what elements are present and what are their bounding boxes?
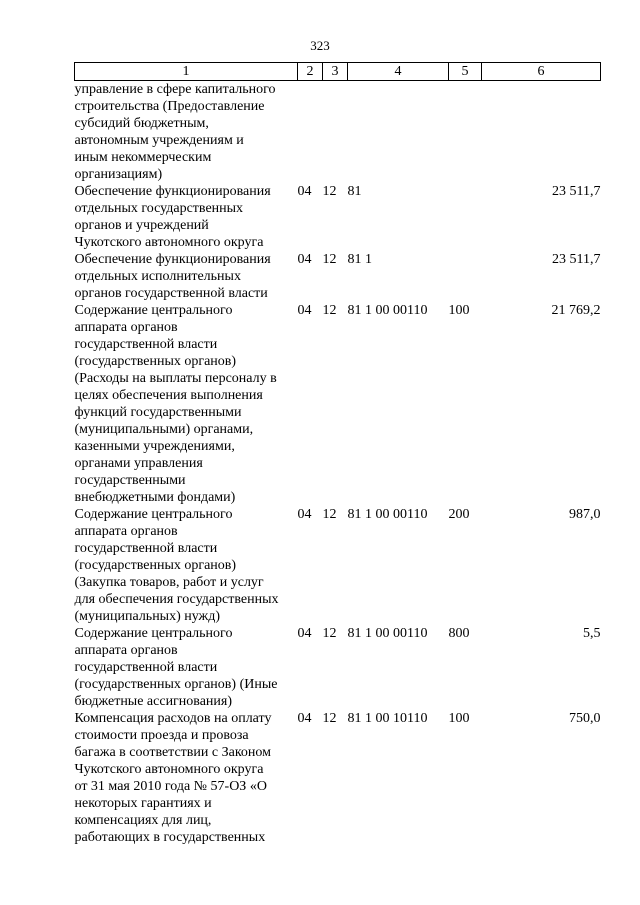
subsection-code-cell: 12 (322, 184, 337, 199)
section-code-cell: 04 (297, 507, 312, 522)
item-name-line: (Расходы на выплаты персоналу в (74, 371, 277, 386)
subsection-code-cell: 12 (322, 252, 337, 267)
item-name-line: целях обеспечения выполнения (74, 388, 263, 403)
item-name-line: государственной власти (74, 337, 218, 352)
table-row (75, 183, 601, 251)
item-name-line: компенсациях для лиц, (74, 813, 212, 828)
item-name-cell (75, 302, 298, 506)
item-name-line: Обеспечение функционирования (74, 252, 271, 267)
column-header-2: 2 (298, 63, 323, 81)
section-code-cell: 04 (297, 252, 312, 267)
item-name-line: (Закупка товаров, работ и услуг (74, 575, 264, 590)
subsection-code-cell: 12 (322, 626, 337, 641)
item-name-line: для обеспечения государственных (74, 592, 279, 607)
item-name-line: функций государственными (74, 405, 242, 420)
subsection-code-cell: 12 (322, 303, 337, 318)
item-name-line: аппарата органов (74, 524, 178, 539)
target-article-cell: 81 1 00 00110 (347, 507, 428, 522)
header-row (75, 63, 601, 81)
item-name-line: государственной власти (74, 660, 218, 675)
table-row (75, 81, 601, 184)
amount-cell (482, 81, 601, 184)
item-name-line: (муниципальных) нужд) (74, 609, 221, 624)
amount-cell: 23 511,7 (552, 252, 601, 267)
item-name-line: некоторых гарантиях и (74, 796, 212, 811)
item-name-cell (75, 506, 298, 625)
item-name-line: отдельных государственных (74, 201, 244, 216)
item-name-line: (государственных органов) (74, 354, 237, 369)
item-name-cell (75, 81, 298, 184)
item-name-line: (государственных органов) (Иные (74, 677, 278, 692)
table-row (75, 625, 601, 710)
column-header-6: 6 (482, 63, 601, 81)
subsection-code-cell (323, 81, 348, 184)
table-row (75, 251, 601, 302)
expense-type-cell: 200 (448, 507, 470, 522)
expense-type-cell (449, 81, 482, 184)
target-article-cell: 81 (347, 184, 362, 199)
column-header-5: 5 (449, 63, 482, 81)
amount-cell: 23 511,7 (552, 184, 601, 199)
page-number: 323 (310, 38, 330, 53)
amount-cell: 750,0 (569, 711, 601, 726)
amount-cell: 5,5 (583, 626, 601, 641)
item-name-line: работающих в государственных (74, 830, 266, 845)
column-header-3: 3 (323, 63, 348, 81)
amount-cell: 21 769,2 (551, 303, 601, 318)
expense-type-cell (449, 251, 482, 302)
item-name-cell (75, 183, 298, 251)
column-header-1: 1 (75, 63, 298, 81)
item-name-line: государственной власти (74, 541, 218, 556)
item-name-line: (государственных органов) (74, 558, 237, 573)
item-name-line: стоимости проезда и провоза (74, 728, 249, 743)
budget-table (74, 62, 601, 846)
item-name-line: управление в сфере капитального (74, 82, 276, 97)
target-article-cell: 81 1 (347, 252, 372, 267)
item-name-cell (75, 625, 298, 710)
item-name-line: субсидий бюджетным, (74, 116, 209, 131)
target-article-cell: 81 1 00 10110 (347, 711, 428, 726)
item-name-line: аппарата органов (74, 643, 178, 658)
item-name-line: Обеспечение функционирования (74, 184, 271, 199)
expense-type-cell: 100 (448, 711, 470, 726)
table-body (75, 81, 601, 847)
item-name-line: Компенсация расходов на оплату (74, 711, 272, 726)
section-code-cell: 04 (297, 303, 312, 318)
item-name-line: Содержание центрального (74, 626, 233, 641)
section-code-cell: 04 (297, 626, 312, 641)
expense-type-cell (449, 183, 482, 251)
item-name-line: бюджетные ассигнования) (74, 694, 233, 709)
item-name-line: Чукотского автономного округа (74, 762, 264, 777)
item-name-line: организациям) (74, 167, 163, 182)
item-name-line: багажа в соответствии с Законом (74, 745, 272, 760)
target-article-cell (348, 81, 449, 184)
expense-type-cell: 800 (448, 626, 470, 641)
expense-type-cell: 100 (448, 303, 470, 318)
item-name-line: казенными учреждениями, (74, 439, 235, 454)
item-name-line: иным некоммерческим (74, 150, 212, 165)
table-row (75, 506, 601, 625)
item-name-line: Чукотского автономного округа (74, 235, 264, 250)
item-name-line: органов государственной власти (74, 286, 268, 301)
section-code-cell: 04 (297, 711, 312, 726)
amount-cell: 987,0 (569, 507, 601, 522)
item-name-line: от 31 мая 2010 года № 57-ОЗ «О (74, 779, 267, 794)
column-header-4: 4 (348, 63, 449, 81)
table-header (75, 63, 601, 81)
item-name-line: внебюджетными фондами) (74, 490, 236, 505)
subsection-code-cell: 12 (322, 711, 337, 726)
section-code-cell: 04 (297, 184, 312, 199)
section-code-cell (298, 81, 323, 184)
item-name-line: органов и учреждений (74, 218, 209, 233)
item-name-line: органами управления (74, 456, 203, 471)
subsection-code-cell: 12 (322, 507, 337, 522)
item-name-line: Содержание центрального (74, 303, 233, 318)
target-article-cell: 81 1 00 00110 (347, 303, 428, 318)
item-name-line: государственными (74, 473, 186, 488)
table-row (75, 710, 601, 846)
item-name-line: строительства (Предоставление (74, 99, 265, 114)
item-name-line: аппарата органов (74, 320, 178, 335)
item-name-line: Содержание центрального (74, 507, 233, 522)
item-name-cell (75, 251, 298, 302)
item-name-line: автономным учреждениям и (74, 133, 244, 148)
target-article-cell: 81 1 00 00110 (347, 626, 428, 641)
item-name-cell (75, 710, 298, 846)
item-name-line: отдельных исполнительных (74, 269, 241, 284)
table-row (75, 302, 601, 506)
item-name-line: (муниципальными) органами, (74, 422, 254, 437)
